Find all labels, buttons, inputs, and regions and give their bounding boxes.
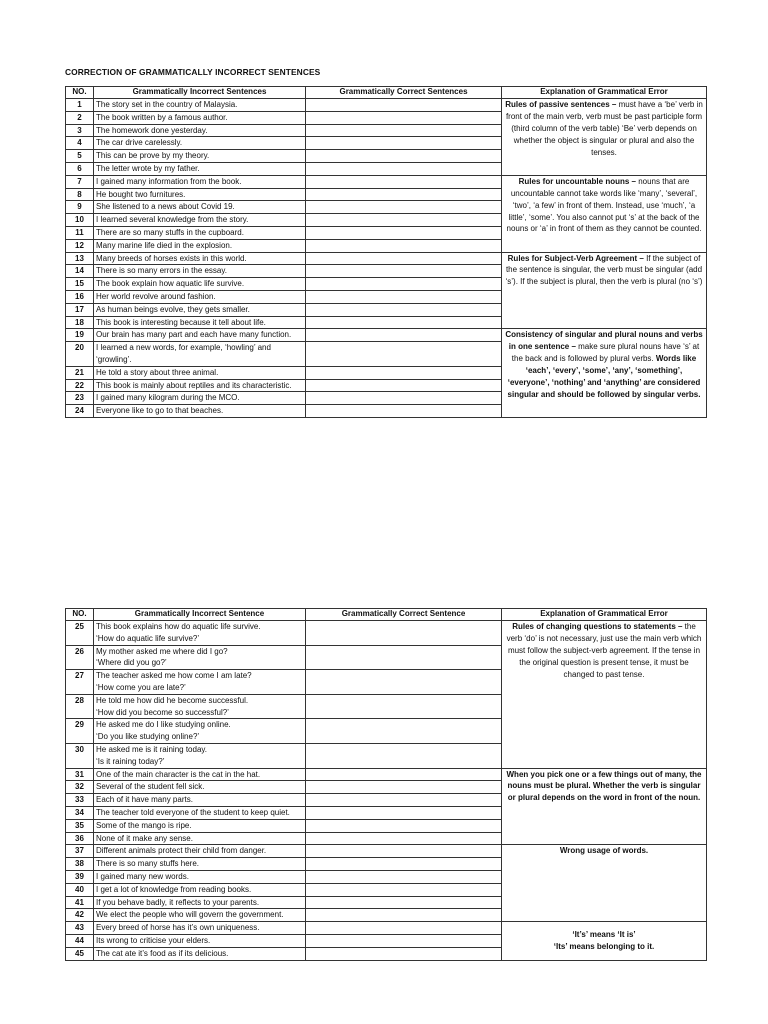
incorrect-sentence: Different animals protect their child from danger.: [94, 845, 306, 858]
correct-sentence-cell[interactable]: [306, 175, 502, 188]
incorrect-sentence: I learned several knowledge from the story.: [94, 214, 306, 227]
explanation-its: [502, 922, 707, 960]
correct-sentence-cell[interactable]: [306, 239, 502, 252]
incorrect-sentence: I get a lot of knowledge from reading books.: [94, 883, 306, 896]
incorrect-sentence: I gained many new words.: [94, 870, 306, 883]
incorrect-sentence: [94, 694, 306, 719]
incorrect-sentence: Several of the student fell sick.: [94, 781, 306, 794]
incorrect-sentence: [94, 743, 306, 768]
row-number: 15: [66, 278, 94, 291]
explanation-bold: Rules for uncountable nouns –: [518, 176, 636, 186]
incorrect-sentence: There are so many stuffs in the cupboard.: [94, 226, 306, 239]
row-number: 13: [66, 252, 94, 265]
correct-sentence-cell[interactable]: [306, 137, 502, 150]
explanation-passive: [502, 99, 707, 176]
row-number: 25: [66, 621, 94, 646]
explanation-text: If the subject of the sentence is singular, the verb must be singular (add ‘s’). If the subject is plural, then the verb is plural (no ‘s’): [505, 253, 703, 287]
correct-sentence-cell[interactable]: [306, 201, 502, 214]
incorrect-sentence: This book is interesting because it tell about life.: [94, 316, 306, 329]
row-number: 42: [66, 909, 94, 922]
row-number: 4: [66, 137, 94, 150]
correct-sentence-cell[interactable]: [306, 768, 502, 781]
incorrect-sentence: Its wrong to criticise your elders.: [94, 934, 306, 947]
incorrect-sentence: There is so many errors in the essay.: [94, 265, 306, 278]
explanation-bold: Wrong usage of words.: [559, 846, 649, 856]
explanation-pick: [502, 768, 707, 845]
explanation-bold: Consistency of singular and plural nouns and verbs in one sentence –: [505, 330, 703, 352]
correct-sentence-cell[interactable]: [306, 819, 502, 832]
question-line: ‘How do aquatic life survive?’: [96, 633, 200, 643]
correct-sentence-cell[interactable]: [306, 329, 502, 342]
sentence-line: My mother asked me where did I go?: [96, 646, 228, 656]
incorrect-sentence: The cat ate it’s food as if its delicious.: [94, 947, 306, 960]
row-number: 8: [66, 188, 94, 201]
correct-sentence-cell[interactable]: [306, 794, 502, 807]
explanation-bold: ‘It’s’ means ‘It is’: [572, 929, 636, 939]
explanation-uncountable: [502, 175, 707, 252]
row-number: 38: [66, 858, 94, 871]
explanation-bold: Rules for Subject-Verb Agreement –: [507, 253, 644, 263]
row-number: 40: [66, 883, 94, 896]
table-header: [66, 87, 707, 99]
header-explanation: Explanation of Grammatical Error: [502, 87, 707, 99]
row-number: 9: [66, 201, 94, 214]
row-number: 21: [66, 366, 94, 379]
sentence-line: He told me how did he become successful.: [96, 695, 249, 705]
correct-sentence-cell[interactable]: [306, 342, 502, 367]
correct-sentence-cell[interactable]: [306, 214, 502, 227]
incorrect-sentence: The book written by a famous author.: [94, 111, 306, 124]
corrections-table-2: [65, 608, 707, 961]
incorrect-sentence: [94, 645, 306, 670]
correct-sentence-cell[interactable]: [306, 111, 502, 124]
row-number: 20: [66, 342, 94, 367]
row-number: 18: [66, 316, 94, 329]
incorrect-sentence: She listened to a news about Covid 19.: [94, 201, 306, 214]
correct-sentence-cell[interactable]: [306, 845, 502, 858]
correct-sentence-cell[interactable]: [306, 743, 502, 768]
explanation-usage: [502, 845, 707, 922]
question-line: ‘How did you become so successful?’: [96, 707, 229, 717]
correct-sentence-cell[interactable]: [306, 858, 502, 871]
incorrect-sentence: If you behave badly, it reflects to your parents.: [94, 896, 306, 909]
row-number: 11: [66, 226, 94, 239]
row-number: 44: [66, 934, 94, 947]
row-number: 7: [66, 175, 94, 188]
row-number: 19: [66, 329, 94, 342]
correct-sentence-cell[interactable]: [306, 883, 502, 896]
correct-sentence-cell[interactable]: [306, 379, 502, 392]
header-no: NO.: [66, 609, 94, 621]
correct-sentence-cell[interactable]: [306, 645, 502, 670]
row-number: 31: [66, 768, 94, 781]
correct-sentence-cell[interactable]: [306, 252, 502, 265]
sentence-line: The teacher asked me how come I am late?: [96, 671, 252, 681]
incorrect-sentence: Many breeds of horses exists in this world.: [94, 252, 306, 265]
sentence-line: He asked me is it raining today.: [96, 744, 208, 754]
corrections-table-1: [65, 86, 707, 418]
correct-sentence-cell[interactable]: [306, 405, 502, 418]
correct-sentence-cell[interactable]: [306, 922, 502, 935]
row-number: 5: [66, 150, 94, 163]
correct-sentence-cell[interactable]: [306, 162, 502, 175]
table-header: [66, 609, 707, 621]
table-row: [66, 845, 707, 858]
incorrect-sentence: None of it make any sense.: [94, 832, 306, 845]
incorrect-sentence: I gained many information from the book.: [94, 175, 306, 188]
question-line: ‘Is it raining today?’: [96, 756, 165, 766]
correct-sentence-cell[interactable]: [306, 278, 502, 291]
incorrect-sentence: The homework done yesterday.: [94, 124, 306, 137]
row-number: 27: [66, 670, 94, 695]
incorrect-sentence: This can be prove by my theory.: [94, 150, 306, 163]
sentence-line: This book explains how do aquatic life survive.: [96, 622, 261, 631]
question-line: ‘Where did you go?’: [96, 658, 167, 668]
correct-sentence-cell[interactable]: [306, 909, 502, 922]
table-row: [66, 768, 707, 781]
table-row: [66, 922, 707, 935]
row-number: 29: [66, 719, 94, 744]
correct-sentence-cell[interactable]: [306, 781, 502, 794]
incorrect-sentence: Her world revolve around fashion.: [94, 290, 306, 303]
row-number: 10: [66, 214, 94, 227]
correct-sentence-cell[interactable]: [306, 188, 502, 201]
correct-sentence-cell[interactable]: [306, 694, 502, 719]
explanation-bold: ‘Its’ means belonging to it.: [553, 941, 655, 951]
incorrect-sentence: Everyone like to go to that beaches.: [94, 405, 306, 418]
explanation-bold: Rules of changing questions to statements –: [512, 622, 683, 631]
correct-sentence-cell[interactable]: [306, 99, 502, 112]
incorrect-sentence: One of the main character is the cat in the hat.: [94, 768, 306, 781]
row-number: 14: [66, 265, 94, 278]
row-number: 3: [66, 124, 94, 137]
row-number: 41: [66, 896, 94, 909]
incorrect-sentence: The car drive carelessly.: [94, 137, 306, 150]
table-row: [66, 99, 707, 112]
explanation-questions: [502, 621, 707, 769]
correct-sentence-cell[interactable]: [306, 832, 502, 845]
incorrect-sentence: The story set in the country of Malaysia.: [94, 99, 306, 112]
incorrect-sentence: As human beings evolve, they gets smaller.: [94, 303, 306, 316]
incorrect-sentence: He told a story about three animal.: [94, 366, 306, 379]
row-number: 2: [66, 111, 94, 124]
row-number: 39: [66, 870, 94, 883]
incorrect-sentence: There is so many stuffs here.: [94, 858, 306, 871]
row-number: 35: [66, 819, 94, 832]
correct-sentence-cell[interactable]: [306, 934, 502, 947]
correct-sentence-cell[interactable]: [306, 265, 502, 278]
table-row: [66, 252, 707, 265]
correct-sentence-cell[interactable]: [306, 316, 502, 329]
row-number: 17: [66, 303, 94, 316]
question-line: ‘How come you are late?’: [96, 682, 186, 692]
incorrect-sentence: We elect the people who will govern the government.: [94, 909, 306, 922]
row-number: 32: [66, 781, 94, 794]
header-correct: Grammatically Correct Sentences: [306, 87, 502, 99]
header-incorrect: Grammatically Incorrect Sentence: [94, 609, 306, 621]
header-incorrect: Grammatically Incorrect Sentences: [94, 87, 306, 99]
row-number: 12: [66, 239, 94, 252]
incorrect-sentence: Each of it have many parts.: [94, 794, 306, 807]
correct-sentence-cell[interactable]: [306, 392, 502, 405]
incorrect-sentence: [94, 621, 306, 646]
row-number: 6: [66, 162, 94, 175]
correct-sentence-cell[interactable]: [306, 947, 502, 960]
correct-sentence-cell[interactable]: [306, 303, 502, 316]
correct-sentence-cell[interactable]: [306, 150, 502, 163]
row-number: 30: [66, 743, 94, 768]
row-number: 37: [66, 845, 94, 858]
explanation-text: must have a ‘be’ verb in front of the main verb, verb must be past participle form (third column of the verb table) ‘Be’ verb depends on whether the object is singular or plural and also the tenses.: [505, 100, 703, 157]
table-row: [66, 621, 707, 646]
incorrect-sentence: The letter wrote by my father.: [94, 162, 306, 175]
header-explanation: Explanation of Grammatical Error: [502, 609, 707, 621]
header-no: NO.: [66, 87, 94, 99]
incorrect-sentence: This book is mainly about reptiles and its characteristic.: [94, 379, 306, 392]
row-number: 34: [66, 806, 94, 819]
incorrect-sentence: The book explain how aquatic life survive.: [94, 278, 306, 291]
correct-sentence-cell[interactable]: [306, 621, 502, 646]
explanation-consistency: [502, 329, 707, 418]
incorrect-sentence: [94, 719, 306, 744]
explanation-bold: Words like ‘each’, ‘every’, ‘some’, ‘any’, ‘something’, ‘everyone’, ‘nothing’ and ‘anything’ are considered singular and should be followed by singular verbs.: [507, 354, 701, 399]
correct-sentence-cell[interactable]: [306, 226, 502, 239]
incorrect-sentence: I learned a new words, for example, ‘howling’ and ‘growling’.: [94, 342, 306, 367]
row-number: 22: [66, 379, 94, 392]
incorrect-sentence: Many marine life died in the explosion.: [94, 239, 306, 252]
incorrect-sentence: The teacher told everyone of the student to keep quiet.: [94, 806, 306, 819]
explanation-bold: Rules of passive sentences –: [505, 100, 617, 109]
sentence-line: He asked me do I like studying online.: [96, 720, 231, 730]
row-number: 24: [66, 405, 94, 418]
incorrect-sentence: [94, 670, 306, 695]
row-number: 23: [66, 392, 94, 405]
incorrect-sentence: Our brain has many part and each have many function.: [94, 329, 306, 342]
explanation-sva: [502, 252, 707, 329]
row-number: 28: [66, 694, 94, 719]
explanation-bold: When you pick one or a few things out of many, the nouns must be plural. Whether the verb is singular or plural depends on the word in front of the noun.: [506, 769, 702, 803]
incorrect-sentence: I gained many kilogram during the MCO.: [94, 392, 306, 405]
incorrect-sentence: Some of the mango is ripe.: [94, 819, 306, 832]
header-correct: Grammatically Correct Sentence: [306, 609, 502, 621]
row-number: 26: [66, 645, 94, 670]
page-title: CORRECTION OF GRAMMATICALLY INCORRECT SENTENCES: [65, 67, 321, 77]
row-number: 33: [66, 794, 94, 807]
correct-sentence-cell[interactable]: [306, 896, 502, 909]
incorrect-sentence: Every breed of horse has it’s own uniqueness.: [94, 922, 306, 935]
table-row: [66, 329, 707, 342]
incorrect-sentence: He bought two furnitures.: [94, 188, 306, 201]
question-line: ‘Do you like studying online?’: [96, 732, 200, 742]
correct-sentence-cell[interactable]: [306, 806, 502, 819]
correct-sentence-cell[interactable]: [306, 719, 502, 744]
correct-sentence-cell[interactable]: [306, 670, 502, 695]
row-number: 16: [66, 290, 94, 303]
row-number: 43: [66, 922, 94, 935]
explanation-text: the verb ‘do’ is not necessary, just use the main verb which must follow the subject-verb agreement. If the tense in the original question is present tense, it must be changed to past tense.: [506, 622, 702, 679]
table-row: [66, 175, 707, 188]
explanation-text: make sure plural nouns have ‘s’ at the back and is followed by plural verbs.: [511, 342, 700, 364]
row-number: 1: [66, 99, 94, 112]
explanation-text: nouns that are uncountable cannot take words like ‘many’, ‘several’, ‘two’, ‘a few’ in front of them. Instead, use ‘much’, ‘a little’, ‘some’. You also cannot put ‘s’ at the back of the nouns or ‘a’ in front of them as they cannot be counted.: [506, 176, 702, 234]
correct-sentence-cell[interactable]: [306, 870, 502, 883]
row-number: 45: [66, 947, 94, 960]
correct-sentence-cell[interactable]: [306, 124, 502, 137]
row-number: 36: [66, 832, 94, 845]
correct-sentence-cell[interactable]: [306, 366, 502, 379]
correct-sentence-cell[interactable]: [306, 290, 502, 303]
